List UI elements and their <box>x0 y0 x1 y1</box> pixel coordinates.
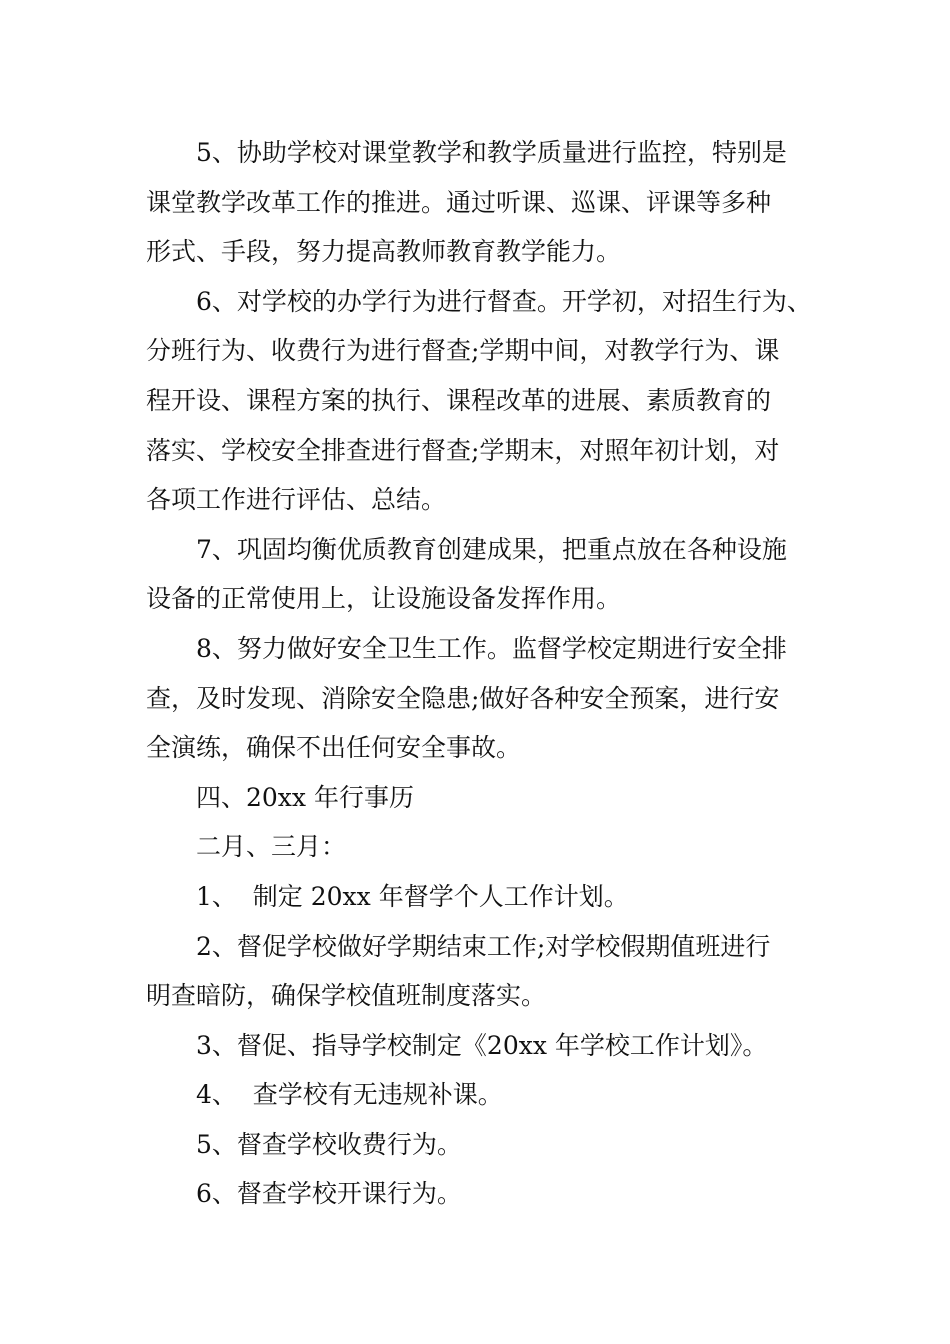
schedule-item-1 <box>146 872 816 922</box>
text-line: 课堂教学改革工作的推进。通过听课、巡课、评课等多种 <box>146 187 772 217</box>
text-line: 3、督促、指导学校制定《20xx 年学校工作计划》。 <box>196 1030 768 1060</box>
schedule-item-5 <box>146 1120 816 1170</box>
text-line: 各项工作进行评估、总结。 <box>146 485 447 515</box>
text-line: 2、督促学校做好学期结束工作;对学校假期值班进行 <box>196 931 771 961</box>
paragraph-8 <box>146 624 816 773</box>
text-line: 落实、学校安全排查进行督查;学期末，对照年初计划，对 <box>146 435 780 465</box>
section-heading <box>146 773 816 823</box>
text-line: 1、 制定 20xx 年督学个人工作计划。 <box>196 881 629 911</box>
schedule-item-2 <box>146 922 816 1021</box>
text-line: 6、对学校的办学行为进行督查。开学初，对招生行为、 <box>196 286 812 316</box>
section-heading-text: 四、20xx 年行事历 <box>196 782 414 812</box>
schedule-item-6 <box>146 1169 816 1219</box>
month-heading-text: 二月、三月： <box>196 832 347 862</box>
month-heading <box>146 822 816 872</box>
paragraph-5 <box>146 128 816 277</box>
text-line: 分班行为、收费行为进行督查;学期中间，对教学行为、课 <box>146 336 780 366</box>
text-line: 5、协助学校对课堂教学和教学质量进行监控，特别是 <box>196 138 787 167</box>
text-line: 8、努力做好安全卫生工作。监督学校定期进行安全排 <box>196 633 787 663</box>
text-line: 7、巩固均衡优质教育创建成果，把重点放在各种设施 <box>196 534 787 564</box>
text-line: 全演练，确保不出任何安全事故。 <box>146 733 522 763</box>
text-line: 程开设、课程方案的执行、课程改革的进展、素质教育的 <box>146 385 772 415</box>
text-line: 5、督查学校收费行为。 <box>196 1129 462 1159</box>
text-line: 6、督查学校开课行为。 <box>196 1179 462 1209</box>
paragraph-6 <box>146 277 816 525</box>
schedule-item-4 <box>146 1070 816 1120</box>
text-line: 查，及时发现、消除安全隐患;做好各种安全预案，进行安 <box>146 683 780 713</box>
document-body <box>146 128 816 1219</box>
text-line: 设备的正常使用上，让设施设备发挥作用。 <box>146 584 622 614</box>
text-line: 4、 查学校有无违规补课。 <box>196 1080 503 1110</box>
text-line: 形式、手段，努力提高教师教育教学能力。 <box>146 237 622 267</box>
text-line: 明查暗防，确保学校值班制度落实。 <box>146 981 547 1011</box>
schedule-item-3 <box>146 1021 816 1071</box>
paragraph-7 <box>146 525 816 624</box>
